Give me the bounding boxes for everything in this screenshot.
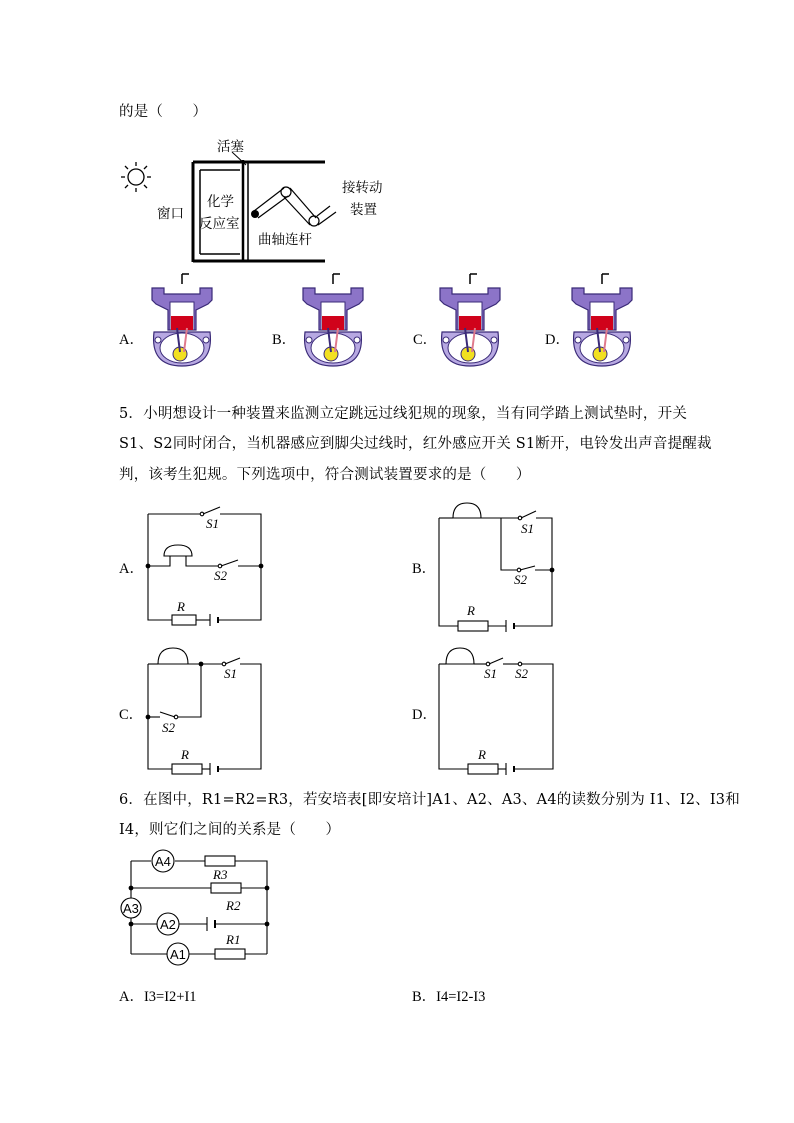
q6-option-a: A．I3=I2+I1 — [119, 989, 197, 1005]
q4-option-b: B． — [272, 332, 297, 348]
crank-label: 曲轴连杆 — [258, 232, 312, 248]
q4-lead: 的是（ ） — [119, 104, 208, 120]
circuit-c-s1-label: S1 — [224, 666, 237, 681]
circuit-d-r-label: R — [478, 747, 486, 762]
q6-line-2: I4，则它们之间的关系是（ ） — [119, 822, 341, 838]
circuit-a-s2-label: S2 — [214, 568, 227, 583]
circuit-c-s2-label: S2 — [162, 720, 175, 735]
q5-option-a: A． — [119, 561, 144, 577]
q6-line-1: 6．在图中，R1=R2=R3，若安培表[即安培计]A1、A2、A3、A4的读数分别为 I1、I2、I3和 — [119, 792, 740, 808]
circuit-a-s1-label: S1 — [206, 516, 219, 531]
q4-option-a: A． — [119, 332, 144, 348]
a4-label: A4 — [155, 854, 171, 869]
chamber-label-1: 化学 — [207, 194, 234, 210]
q5-option-d: D． — [412, 707, 437, 723]
q5-line-2: S1、S2同时闭合，当机器感应到脚尖过线时，红外感应开关 S1断开，电铃发出声音提醒裁 — [119, 436, 712, 452]
circuit-a-r-label: R — [177, 599, 185, 614]
q5-option-c: C． — [119, 707, 144, 723]
circuit-b-r-label: R — [467, 603, 475, 618]
device-label-1: 接转动 — [342, 180, 383, 196]
circuit-b-s1-label: S1 — [521, 521, 534, 536]
device-label-2: 装置 — [350, 202, 377, 218]
q6-option-b: B．I4=I2-I3 — [412, 989, 486, 1005]
q5-line-3: 判，该考生犯规。下列选项中，符合测试装置要求的是（ ） — [119, 467, 531, 483]
a3-label: A3 — [123, 901, 139, 916]
q4-option-c: C． — [413, 332, 438, 348]
circuit-b-s2-label: S2 — [514, 572, 527, 587]
piston-label: 活塞 — [217, 139, 244, 155]
circuit-d-s1-label: S1 — [484, 666, 497, 681]
a1-label: A1 — [170, 947, 186, 962]
r3-label: R3 — [213, 867, 228, 882]
circuit-d-s2-label: S2 — [515, 666, 528, 681]
q5-option-b: B． — [412, 561, 437, 577]
a2-label: A2 — [160, 917, 176, 932]
window-label: 窗口 — [157, 206, 184, 222]
q4-option-d: D． — [545, 332, 570, 348]
r2-label: R2 — [226, 898, 241, 913]
circuit-c-r-label: R — [181, 747, 189, 762]
q5-line-1: 5．小明想设计一种装置来监测立定跳远过线犯规的现象，当有同学踏上测试垫时，开关 — [119, 406, 688, 422]
r1-label: R1 — [226, 932, 241, 947]
chamber-label-2: 反应室 — [199, 216, 240, 232]
